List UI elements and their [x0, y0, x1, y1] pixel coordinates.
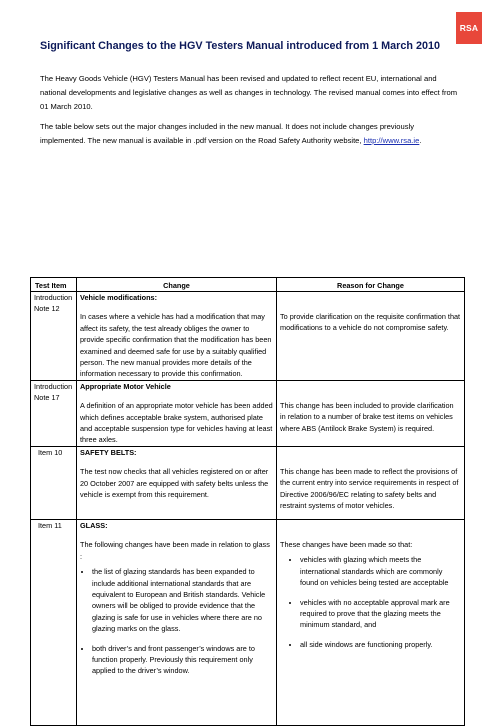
change-cell [77, 380, 277, 446]
table-row [31, 519, 465, 725]
reason-text: These changes have been made so that: [280, 539, 413, 549]
change-heading: Vehicle modifications: [80, 293, 158, 302]
change-heading: Appropriate Motor Vehicle [80, 381, 171, 391]
reason-cell [277, 519, 465, 725]
change-heading: GLASS: [80, 520, 108, 530]
test-item-cell: Item 10 [31, 446, 77, 519]
change-text: A definition of an appropriate motor vehicle has been added which defines acceptable brake system, authorised plate and acceptable suspension type for vehicles having at least three axles. [80, 401, 273, 445]
change-cell [77, 446, 277, 519]
reason-cell [277, 292, 465, 381]
rsa-logo: RSA [456, 12, 482, 44]
test-item-cell: Introduction Note 12 [31, 292, 77, 381]
reason-text: This change has been included to provide clarification in relation to a number of brake test items on vehicles where ABS (Antilock Brake System) is required. [280, 400, 454, 433]
change-points [80, 566, 273, 677]
change-text: The test now checks that all vehicles registered on or after 20 October 2007 are equipped with safety belts unless the vehicle is exempt from this requirement. [80, 467, 269, 500]
reason-text: This change has been made to reflect the provisions of the current entry into service requirements in respect of Directive 2006/96/EC relating to safety belts and restraint systems of motor vehicles. [280, 466, 459, 511]
change-cell [77, 519, 277, 725]
reason-points [280, 554, 461, 650]
table-row [31, 380, 465, 446]
test-item-cell: Item 11 [31, 519, 77, 725]
page-title: Significant Changes to the HGV Testers Manual introduced from 1 March 2010 [40, 40, 440, 52]
change-text: In cases where a vehicle has had a modification that may affect its safety, the test already obliges the owner to provide specific confirmation that the modification has been examined and deemed safe for use by a suitably qualified person. The new manual provides more details of the information necessary to provide this confirmation. [80, 312, 272, 379]
list-item: • both driver’s and front passenger’s windows are to function properly. Previously this requirement only applied to the driver’s window. [92, 643, 273, 677]
column-header-test-item: Test Item [31, 278, 77, 292]
test-item-cell: Introduction Note 17 [31, 380, 77, 446]
table-header-row [31, 278, 465, 292]
list-item: • the list of glazing standards has been expanded to include additional international standards that are equivalent to European and British standards. Vehicle owners will be obliged to provide evidence that the glazing is safe for use in vehicles where there are no glazing marks on the glass. [92, 566, 273, 634]
intro-end: . [419, 136, 422, 145]
changes-table [30, 277, 465, 726]
table-row [31, 446, 465, 519]
reason-cell [277, 446, 465, 519]
column-header-reason: Reason for Change [277, 278, 465, 292]
intro-paragraph: The Heavy Goods Vehicle (HGV) Testers Manual has been revised and updated to reflect recent EU, international and national developments and legislative changes as well as changes in technology. The revised manual comes into effect from 01 March 2010. [40, 74, 458, 111]
table-row [31, 292, 465, 381]
reason-text: To provide clarification on the requisite confirmation that modifications to a vehicle do not compromise safety. [280, 312, 461, 333]
reason-cell [277, 380, 465, 446]
list-item: • vehicles with glazing which meets the international standards which are commonly found on vehicles being tested are acceptable [300, 554, 461, 588]
list-item: • vehicles with no acceptable approval mark are required to prove that the glazing meets the minimum standard, and [300, 597, 461, 631]
rsa-website-link[interactable]: http://www.rsa.ie [363, 136, 420, 145]
list-item: • all side windows are functioning properly. [300, 639, 461, 650]
intro-paragraph-2 [40, 120, 460, 148]
change-text: The following changes have been made in relation to glass : [80, 540, 270, 561]
change-heading: SAFETY BELTS: [80, 447, 137, 457]
column-header-change: Change [77, 278, 277, 292]
intro-text: The table below sets out the major changes included in the new manual. It does not include changes previously implemented. The new manual is available in .pdf version on the Road Safety Authority website, [40, 122, 415, 145]
change-cell [77, 292, 277, 381]
